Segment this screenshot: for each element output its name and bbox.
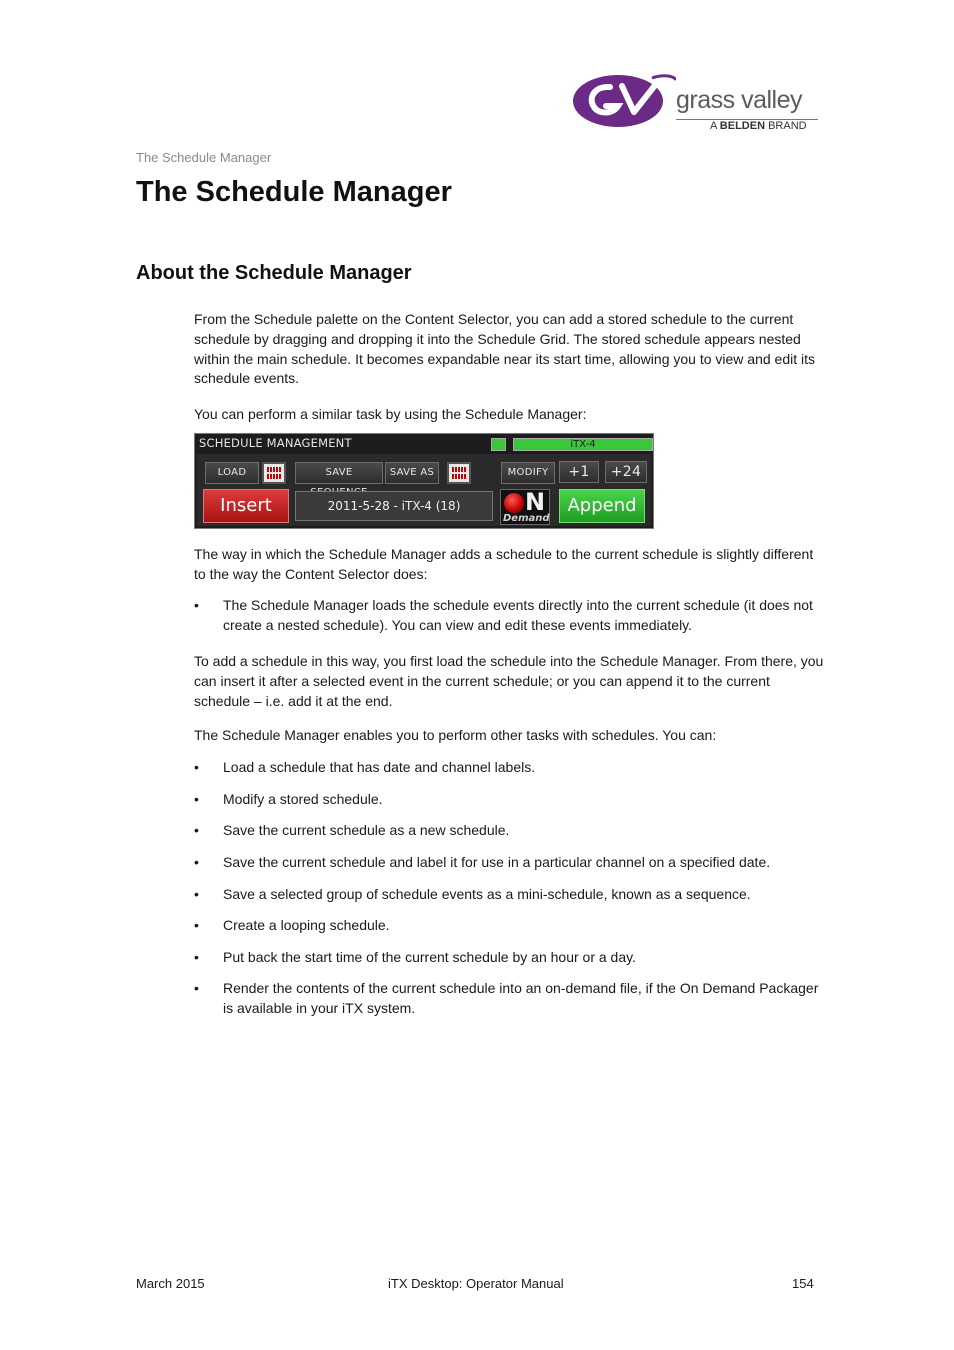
- calendar-icon[interactable]: [262, 462, 286, 484]
- paragraph-difference: The way in which the Schedule Manager adds a schedule to the current schedule is slightly different to the way the Content Selector does:: [194, 546, 814, 582]
- plus-24-hours-button[interactable]: +24: [605, 461, 647, 483]
- bullet-icon: •: [194, 886, 199, 902]
- bullet-icon: •: [194, 791, 199, 807]
- calendar-icon[interactable]: [447, 462, 471, 484]
- append-button[interactable]: Append: [559, 489, 645, 523]
- record-icon: [504, 493, 524, 513]
- bullet-icon: •: [194, 822, 199, 838]
- bullet-icon: •: [194, 980, 199, 996]
- logo-tagline: A BELDEN BRAND: [710, 120, 807, 132]
- panel-title: SCHEDULE MANAGEMENT: [199, 436, 352, 450]
- logo-wordmark: grass valley: [676, 86, 802, 114]
- bullet-icon: •: [194, 917, 199, 933]
- insert-button[interactable]: Insert: [203, 489, 289, 523]
- save-as-button[interactable]: SAVE AS: [385, 462, 439, 484]
- paragraph-similar-task: You can perform a similar task by using the Schedule Manager:: [194, 406, 587, 422]
- footer-manual-title: iTX Desktop: Operator Manual: [388, 1276, 564, 1291]
- bullet-icon: •: [194, 597, 199, 613]
- save-sequence-button[interactable]: SAVE: [295, 462, 383, 484]
- grass-valley-logo: [572, 70, 822, 138]
- footer-date: March 2015: [136, 1276, 205, 1291]
- section-heading: About the Schedule Manager: [136, 262, 412, 284]
- on-demand-button[interactable]: [500, 489, 550, 525]
- paragraph-intro: From the Schedule palette on the Content Selector, you can add a stored schedule to the current schedule by dragging and dropping it into the Schedule Grid. The stored schedule appears nested within the main schedule. It becomes expandable near its start time, allowing you to view and edit its schedule events.: [194, 311, 815, 387]
- footer-page-number: 154: [792, 1276, 814, 1291]
- paragraph-add-schedule: To add a schedule in this way, you first load the schedule into the Schedule Manager. From there, you can insert it after a selected event in the current schedule; or you can append it to the current schedule – i.e. add it at the end.: [194, 653, 824, 709]
- load-button[interactable]: LOAD: [205, 462, 259, 484]
- schedule-label-field[interactable]: 2011-5-28 - iTX-4 (18): [295, 491, 493, 521]
- on-demand-letter: N: [525, 488, 546, 516]
- plus-one-hour-button[interactable]: +1: [559, 461, 599, 483]
- bullet-icon: •: [194, 759, 199, 775]
- gv-emblem-icon: [572, 72, 676, 130]
- bullet-icon: •: [194, 949, 199, 965]
- on-demand-label: Demand: [503, 513, 550, 524]
- schedule-management-panel: [194, 433, 654, 529]
- status-indicator: [491, 438, 506, 451]
- paragraph-other-tasks: The Schedule Manager enables you to perform other tasks with schedules. You can:: [194, 727, 717, 743]
- channel-indicator: iTX-4: [513, 438, 653, 451]
- page-title: The Schedule Manager: [136, 176, 452, 208]
- bullet-icon: •: [194, 854, 199, 870]
- modify-button[interactable]: MODIFY: [501, 462, 555, 484]
- running-head: The Schedule Manager: [136, 150, 272, 165]
